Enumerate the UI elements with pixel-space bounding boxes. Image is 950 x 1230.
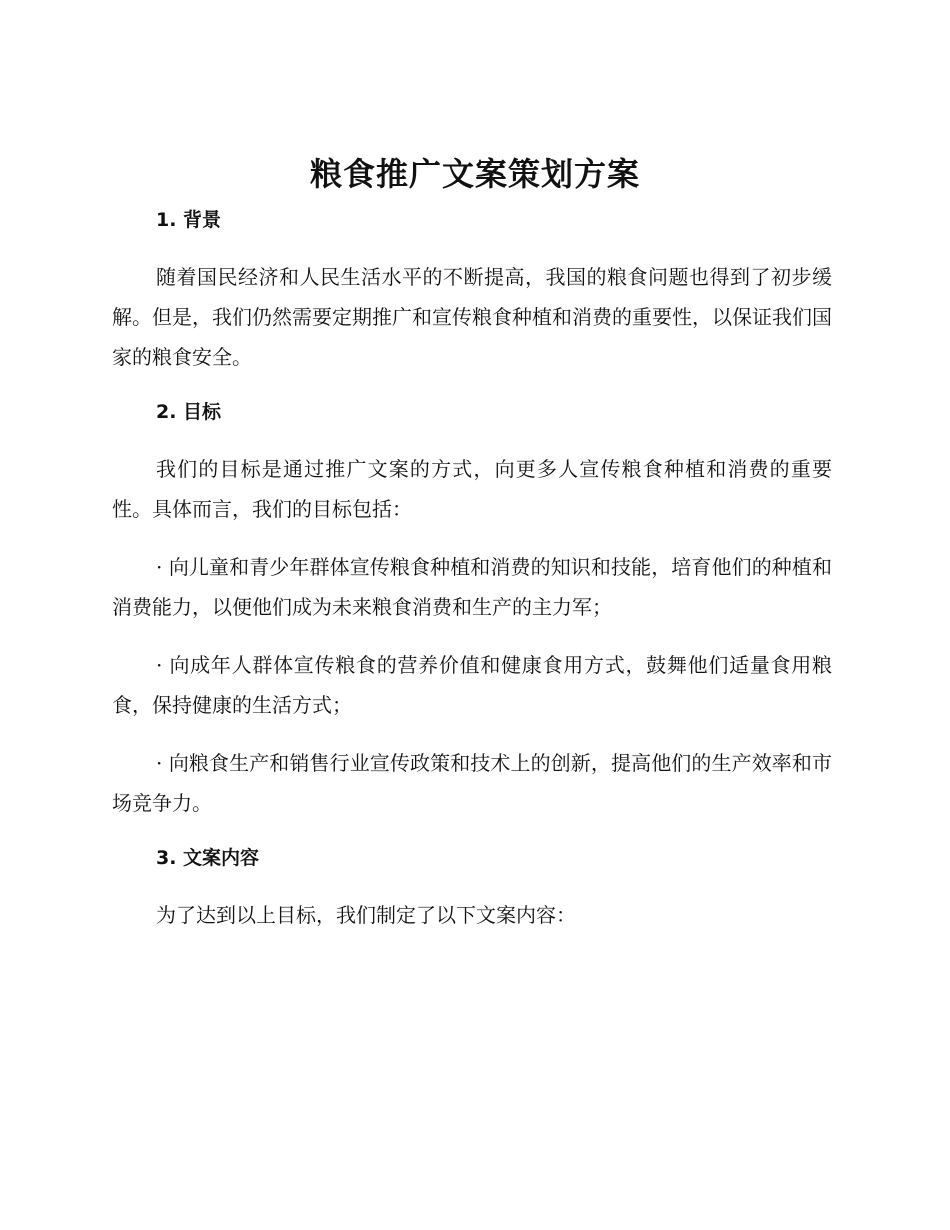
section-paragraph: 随着国民经济和人民生活水平的不断提高，我国的粮食问题也得到了初步缓解。但是，我们仍然需要定期推广和宣传粮食种植和消费的重要性，以保证我们国家的粮食安全。 <box>112 265 832 369</box>
section-goals <box>112 395 832 841</box>
document-title: 粮食推广文案策划方案 <box>309 155 640 193</box>
section-heading: 2. 目标 <box>156 401 222 423</box>
goal-bullet-item: · 向成年人群体宣传粮食的营养价值和健康食用方式，鼓舞他们适量食用粮食，保持健康的生活方式； <box>112 653 832 717</box>
section-paragraph: 为了达到以上目标，我们制定了以下文案内容： <box>156 903 576 927</box>
goal-bullet-item: · 向粮食生产和销售行业宣传政策和技术上的创新，提高他们的生产效率和市场竞争力。 <box>112 751 832 815</box>
goal-bullet-item: · 向儿童和青少年群体宣传粮食种植和消费的知识和技能，培育他们的种植和消费能力，以便他们成为未来粮食消费和生产的主力军； <box>112 555 832 619</box>
section-copy-content <box>112 841 832 935</box>
section-heading: 1. 背景 <box>156 209 222 231</box>
section-heading: 3. 文案内容 <box>156 847 260 869</box>
section-paragraph: 我们的目标是通过推广文案的方式，向更多人宣传粮食种植和消费的重要性。具体而言，我们的目标包括： <box>112 457 832 521</box>
section-background <box>112 203 832 395</box>
document-body <box>112 203 832 935</box>
